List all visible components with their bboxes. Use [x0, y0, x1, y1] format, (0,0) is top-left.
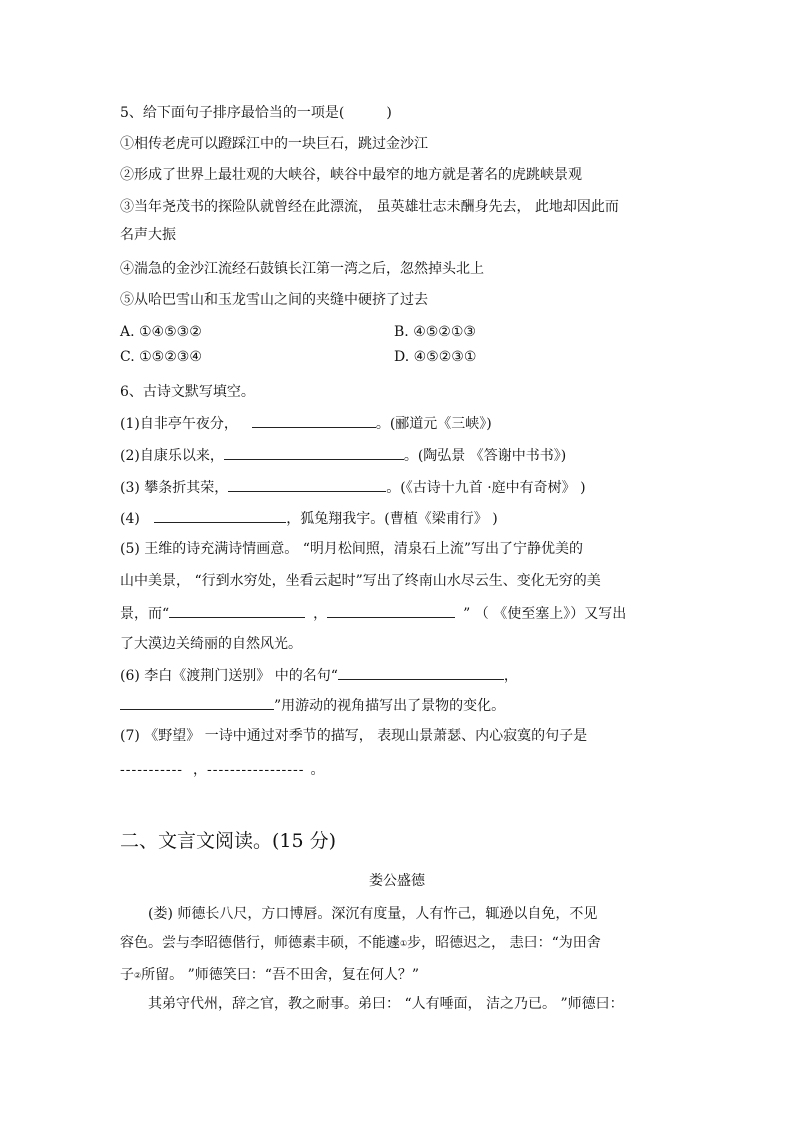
section-heading: 二、文言文阅读。(15 分): [120, 830, 337, 852]
q5-option-a: A. ①④⑤③②: [120, 324, 202, 340]
q6-p5-suffix: ” （ 《使至塞上》）又写出: [463, 606, 627, 622]
q6-part-5-line-3: [120, 604, 626, 623]
answer-blank[interactable]: [169, 604, 305, 618]
q5-item-1: ①相传老虎可以蹬踩江中的一块巨石，跳过金沙江: [120, 136, 428, 152]
q5-option-d: D. ④⑤②③①: [394, 349, 477, 365]
passage-l2-pre: 容色。尝与李昭德偕行，师德素丰硕，不能遽: [120, 935, 400, 951]
footnote-marker-1: ①: [400, 939, 408, 948]
passage-l2-post: 步，昭德迟之， 恚曰：“为田舍: [407, 935, 601, 951]
q5-item-4: ④湍急的金沙江流经石鼓镇长江第一湾之后，忽然掉头北上: [120, 261, 484, 277]
q5-item-5: ⑤从哈巴雪山和玉龙雪山之间的夹缝中硬挤了过去: [120, 292, 428, 308]
q6-p2-suffix: 。(陶弘景 《答谢中书书》): [403, 448, 567, 464]
q6-part-5-line-1: (5) 王维的诗充满诗情画意。 “明月松间照，清泉石上流”写出了宁静优美的: [120, 541, 584, 557]
q5-option-c: C. ①⑤②③④: [120, 349, 202, 365]
passage-line-4: 其弟守代州，辞之官，教之耐事。弟曰： “人有唾面， 洁之乃已。 ”师德曰：: [148, 996, 624, 1012]
passage-line-3: [120, 966, 419, 985]
q6-stem: 6、古诗文默写填空。: [120, 384, 255, 400]
q6-part-4: [120, 509, 498, 528]
q6-part-1: [120, 414, 492, 433]
answer-blank[interactable]: [327, 604, 455, 618]
q6-part-2: [120, 446, 566, 465]
q6-p1-prefix: (1)自非亭午夜分，: [120, 416, 238, 432]
q6-part-5-line-4: 了大漠边关绮丽的自然风光。: [120, 636, 302, 652]
q6-part-5-line-2: 山中美景， “行到水穷处，坐看云起时”写出了终南山水尽云生、变化无穷的美: [120, 573, 601, 589]
q5-item-3-cont: 名声大振: [120, 227, 176, 243]
q5-item-3: ③当年尧茂书的探险队就曾经在此漂流， 虽英雄壮志未酬身先去， 此地却因此而: [120, 199, 619, 215]
q6-p3-prefix: (3) 攀条折其荣，: [120, 480, 229, 496]
dotted-blank[interactable]: -----------------: [207, 762, 305, 778]
q5-option-b: B. ④⑤②①③: [394, 324, 476, 340]
answer-blank[interactable]: [120, 696, 274, 710]
q6-p3-suffix: 。(《古诗十九首 ·庭中有奇树》 ): [386, 480, 586, 496]
q6-p6-comma: ，: [503, 668, 518, 684]
passage-l3-pre: 子: [120, 967, 134, 983]
passage-line-2: [120, 934, 601, 953]
answer-blank[interactable]: [228, 478, 386, 492]
q6-p5-comma: ，: [313, 606, 328, 622]
q5-item-2: ②形成了世界上最壮观的大峡谷，峡谷中最窄的地方就是著名的虎跳峡景观: [120, 167, 582, 183]
passage-line-1: (娄) 师德长八尺，方口博唇。深沉有度量，人有忤己，辄逊以自免，不见: [148, 906, 598, 922]
passage-l3-post: 所留。 ”师德笑曰：“吾不田舍，复在何人？”: [141, 967, 420, 983]
q6-part-7-line-2: [120, 761, 324, 779]
q6-part-6-line-2: [120, 696, 505, 715]
answer-blank[interactable]: [224, 446, 404, 460]
answer-blank[interactable]: [338, 666, 504, 680]
q6-p5-prefix: 景，而“: [120, 606, 170, 622]
q6-p7-period: 。: [310, 762, 325, 778]
q5-stem: 5、给下面句子排序最恰当的一项是( ): [120, 105, 392, 121]
q6-p4-prefix: (4): [120, 511, 145, 527]
answer-blank[interactable]: [154, 509, 286, 523]
dotted-blank[interactable]: -----------: [120, 762, 184, 778]
q6-part-6-line-1: [120, 666, 518, 685]
q6-part-7-line-1: (7) 《野望》 一诗中通过对季节的描写， 表现山景萧瑟、内心寂寞的句子是: [120, 728, 588, 744]
q6-p1-suffix: 。(郦道元《三峡》): [375, 416, 492, 432]
answer-blank[interactable]: [252, 414, 376, 428]
q6-part-3: [120, 478, 586, 497]
q6-p4-suffix: ，狐兔翔我宇。(曹植《梁甫行》 ): [286, 511, 498, 527]
footnote-marker-2: ②: [134, 971, 142, 980]
q6-p6-suffix: ”用游动的视角描写出了景物的变化。: [274, 698, 506, 714]
q6-p2-prefix: (2)自康乐以来，: [120, 448, 224, 464]
q6-p6-prefix: (6) 李白《渡荆门送别》 中的名句“: [120, 668, 338, 684]
q6-p7-comma: ，: [193, 762, 208, 778]
passage-title: 娄公盛德: [369, 873, 425, 889]
